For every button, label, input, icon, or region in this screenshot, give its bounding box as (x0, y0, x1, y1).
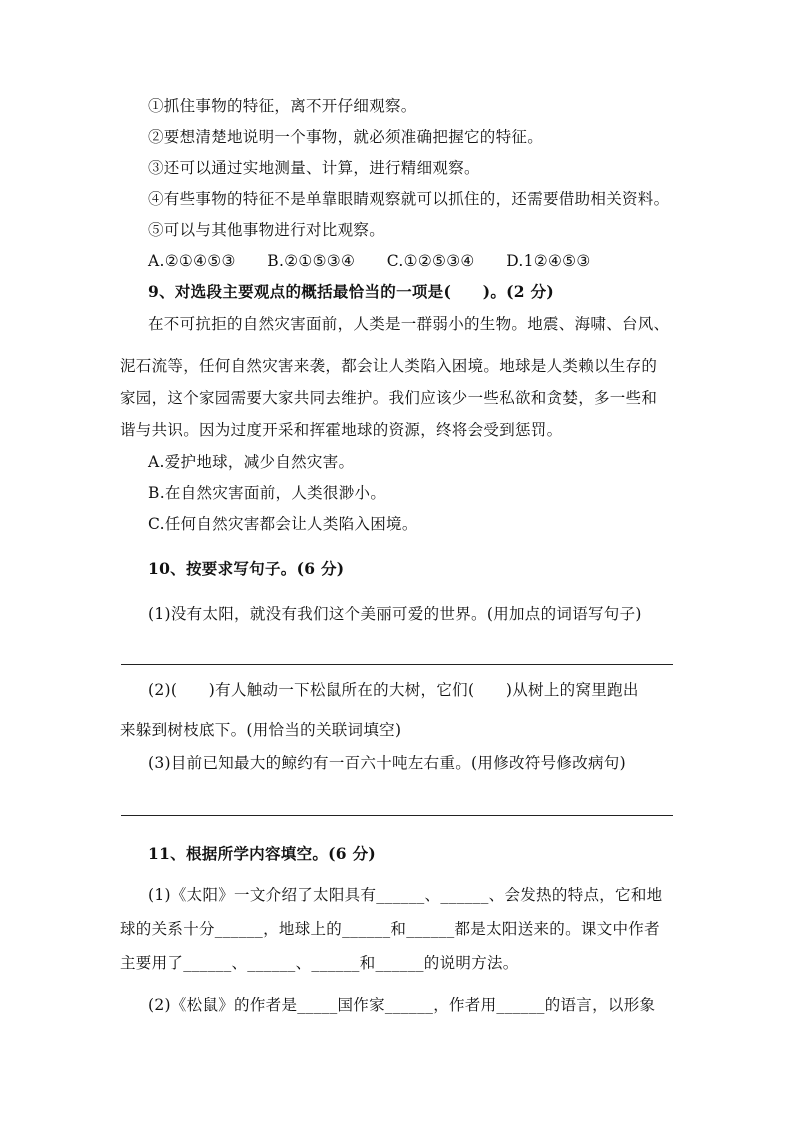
question-9-option-c: C.任何自然灾害都会让人类陷入困境。 (148, 515, 418, 533)
passage-line-4: 谐与共识。因为过度开采和挥霍地球的资源，终将会受到惩罚。 (120, 421, 563, 439)
question-9-option-a: A.爱护地球，减少自然灾害。 (148, 453, 355, 471)
question-11-part-1-cont-1: 球的关系十分______，地球上的______和______都是太阳送来的。课文中作者 (120, 920, 660, 938)
answer-line-1 (121, 664, 673, 665)
answer-line-2 (121, 815, 673, 816)
option-line-4: ④有些事物的特征不是单靠眼睛观察就可以抓住的，还需要借助相关资料。 (148, 190, 670, 208)
question-10-part-3: (3)目前已知最大的鲸约有一百六十吨左右重。(用修改符号修改病句) (148, 754, 626, 772)
question-10-part-2: (2)( )有人触动一下松鼠所在的大树，它们( )从树上的窝里跑出 (148, 681, 639, 699)
option-line-2: ②要想清楚地说明一个事物，就必须准确把握它的特征。 (148, 128, 544, 146)
answer-choices-8: A.②①④⑤③ B.②①⑤③④ C.①②⑤③④ D.1②④⑤③ (148, 252, 591, 270)
option-line-1: ①抓住事物的特征，离不开仔细观察。 (148, 97, 417, 115)
question-11-part-1: (1)《太阳》一文介绍了太阳具有______、______、会发热的特点，它和地 (148, 886, 663, 904)
question-11-part-1-cont-2: 主要用了______、______、______和______的说明方法。 (120, 954, 519, 972)
question-11-title: 11、根据所学内容填空。(6 分) (148, 844, 377, 863)
question-11-part-2: (2)《松鼠》的作者是_____国作家______，作者用______的语言，以形象 (148, 996, 656, 1014)
option-line-3: ③还可以通过实地测量、计算，进行精细观察。 (148, 159, 480, 177)
option-line-5: ⑤可以与其他事物进行对比观察。 (148, 221, 386, 239)
question-10-part-1: (1)没有太阳，就没有我们这个美丽可爱的世界。(用加点的词语写句子) (148, 605, 642, 623)
passage-line-3: 家园，这个家园需要大家共同去维护。我们应该少一些私欲和贪婪，多一些和 (120, 389, 658, 407)
passage-line-1: 在不可抗拒的自然灾害面前，人类是一群弱小的生物。地震、海啸、台风、 (148, 315, 670, 333)
question-10-title: 10、按要求写句子。(6 分) (148, 559, 345, 578)
question-9-option-b: B.在自然灾害面前，人类很渺小。 (148, 484, 387, 502)
question-9-title: 9、对选段主要观点的概括最恰当的一项是( )。(2 分) (148, 282, 555, 301)
question-10-part-2-cont: 来躲到树枝底下。(用恰当的关联词填空) (120, 721, 402, 739)
passage-line-2: 泥石流等，任何自然灾害来袭，都会让人类陷入困境。地球是人类赖以生存的 (120, 357, 658, 375)
